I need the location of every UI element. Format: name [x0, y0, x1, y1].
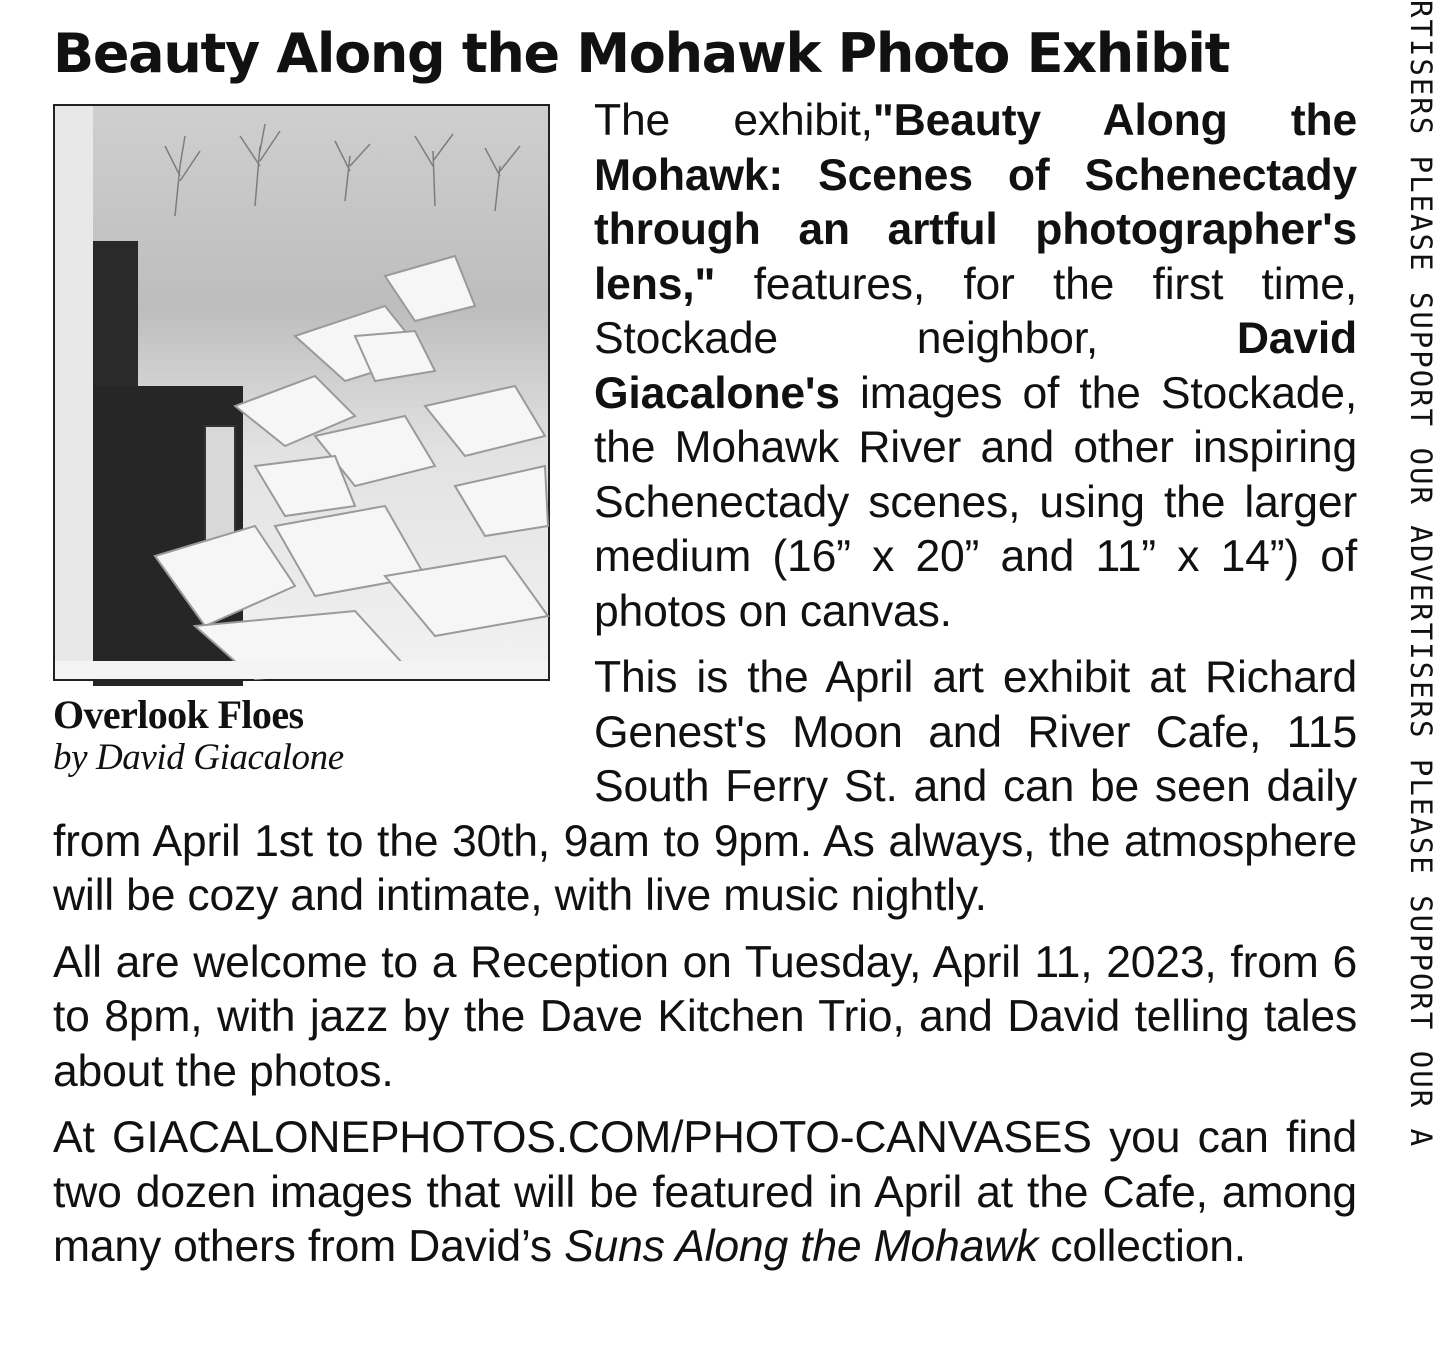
article: [53, 18, 1357, 1287]
paragraph-2: This is the April art exhibit at Richard Genest's Moon and River Cafe, 115 South Ferry St. and can be seen daily from April 1st to the 30th, 9am to 9pm. As always, the atmosphere will be cozy and intimate, with live music nightly.: [53, 653, 1357, 920]
p4-text-c: collection.: [1038, 1222, 1246, 1271]
photo-caption-title: Overlook Floes: [53, 692, 304, 737]
photo-image: [55, 106, 548, 679]
p1-text-c: features, for the first time, Stockade neighbor,: [594, 259, 1357, 363]
collection-title: Suns Along the Mohawk: [564, 1222, 1039, 1271]
headline: Beauty Along the Mohawk Photo Exhibit: [53, 22, 1230, 85]
photo-overlook-floes: [53, 104, 550, 681]
side-banner: RTISERS PLEASE SUPPORT OUR ADVERTISERS PLEASE SUPPORT OUR A: [1404, 0, 1438, 1149]
photo-figure: [53, 104, 550, 779]
paragraph-4: [53, 1111, 1357, 1275]
photo-caption-byline: by David Giacalone: [53, 737, 344, 778]
p1-text-a: The exhibit,: [594, 96, 873, 145]
paragraph-3: All are welcome to a Reception on Tuesday, April 11, 2023, from 6 to 8pm, with jazz by the Dave Kitchen Trio, and David telling tales about the photos.: [53, 937, 1357, 1096]
exhibit-title: "Beauty Along the Mohawk: Scenes of Schenectady through an artful photographer's lens,": [594, 96, 1357, 309]
p4-text-a: At GIACALONEPHOTOS.COM/PHOTO-CANVASES you can find two dozen images that will be featured in April at the Cafe, among many others from David’s: [53, 1113, 1357, 1271]
photographer-name: David Giacalone's: [594, 314, 1357, 418]
p1-text-e: images of the Stockade, the Mohawk River and other inspiring Schenectady scenes, using the larger medium (16” x 20” and 11” x 14”) of photos on canvas.: [594, 368, 1357, 636]
